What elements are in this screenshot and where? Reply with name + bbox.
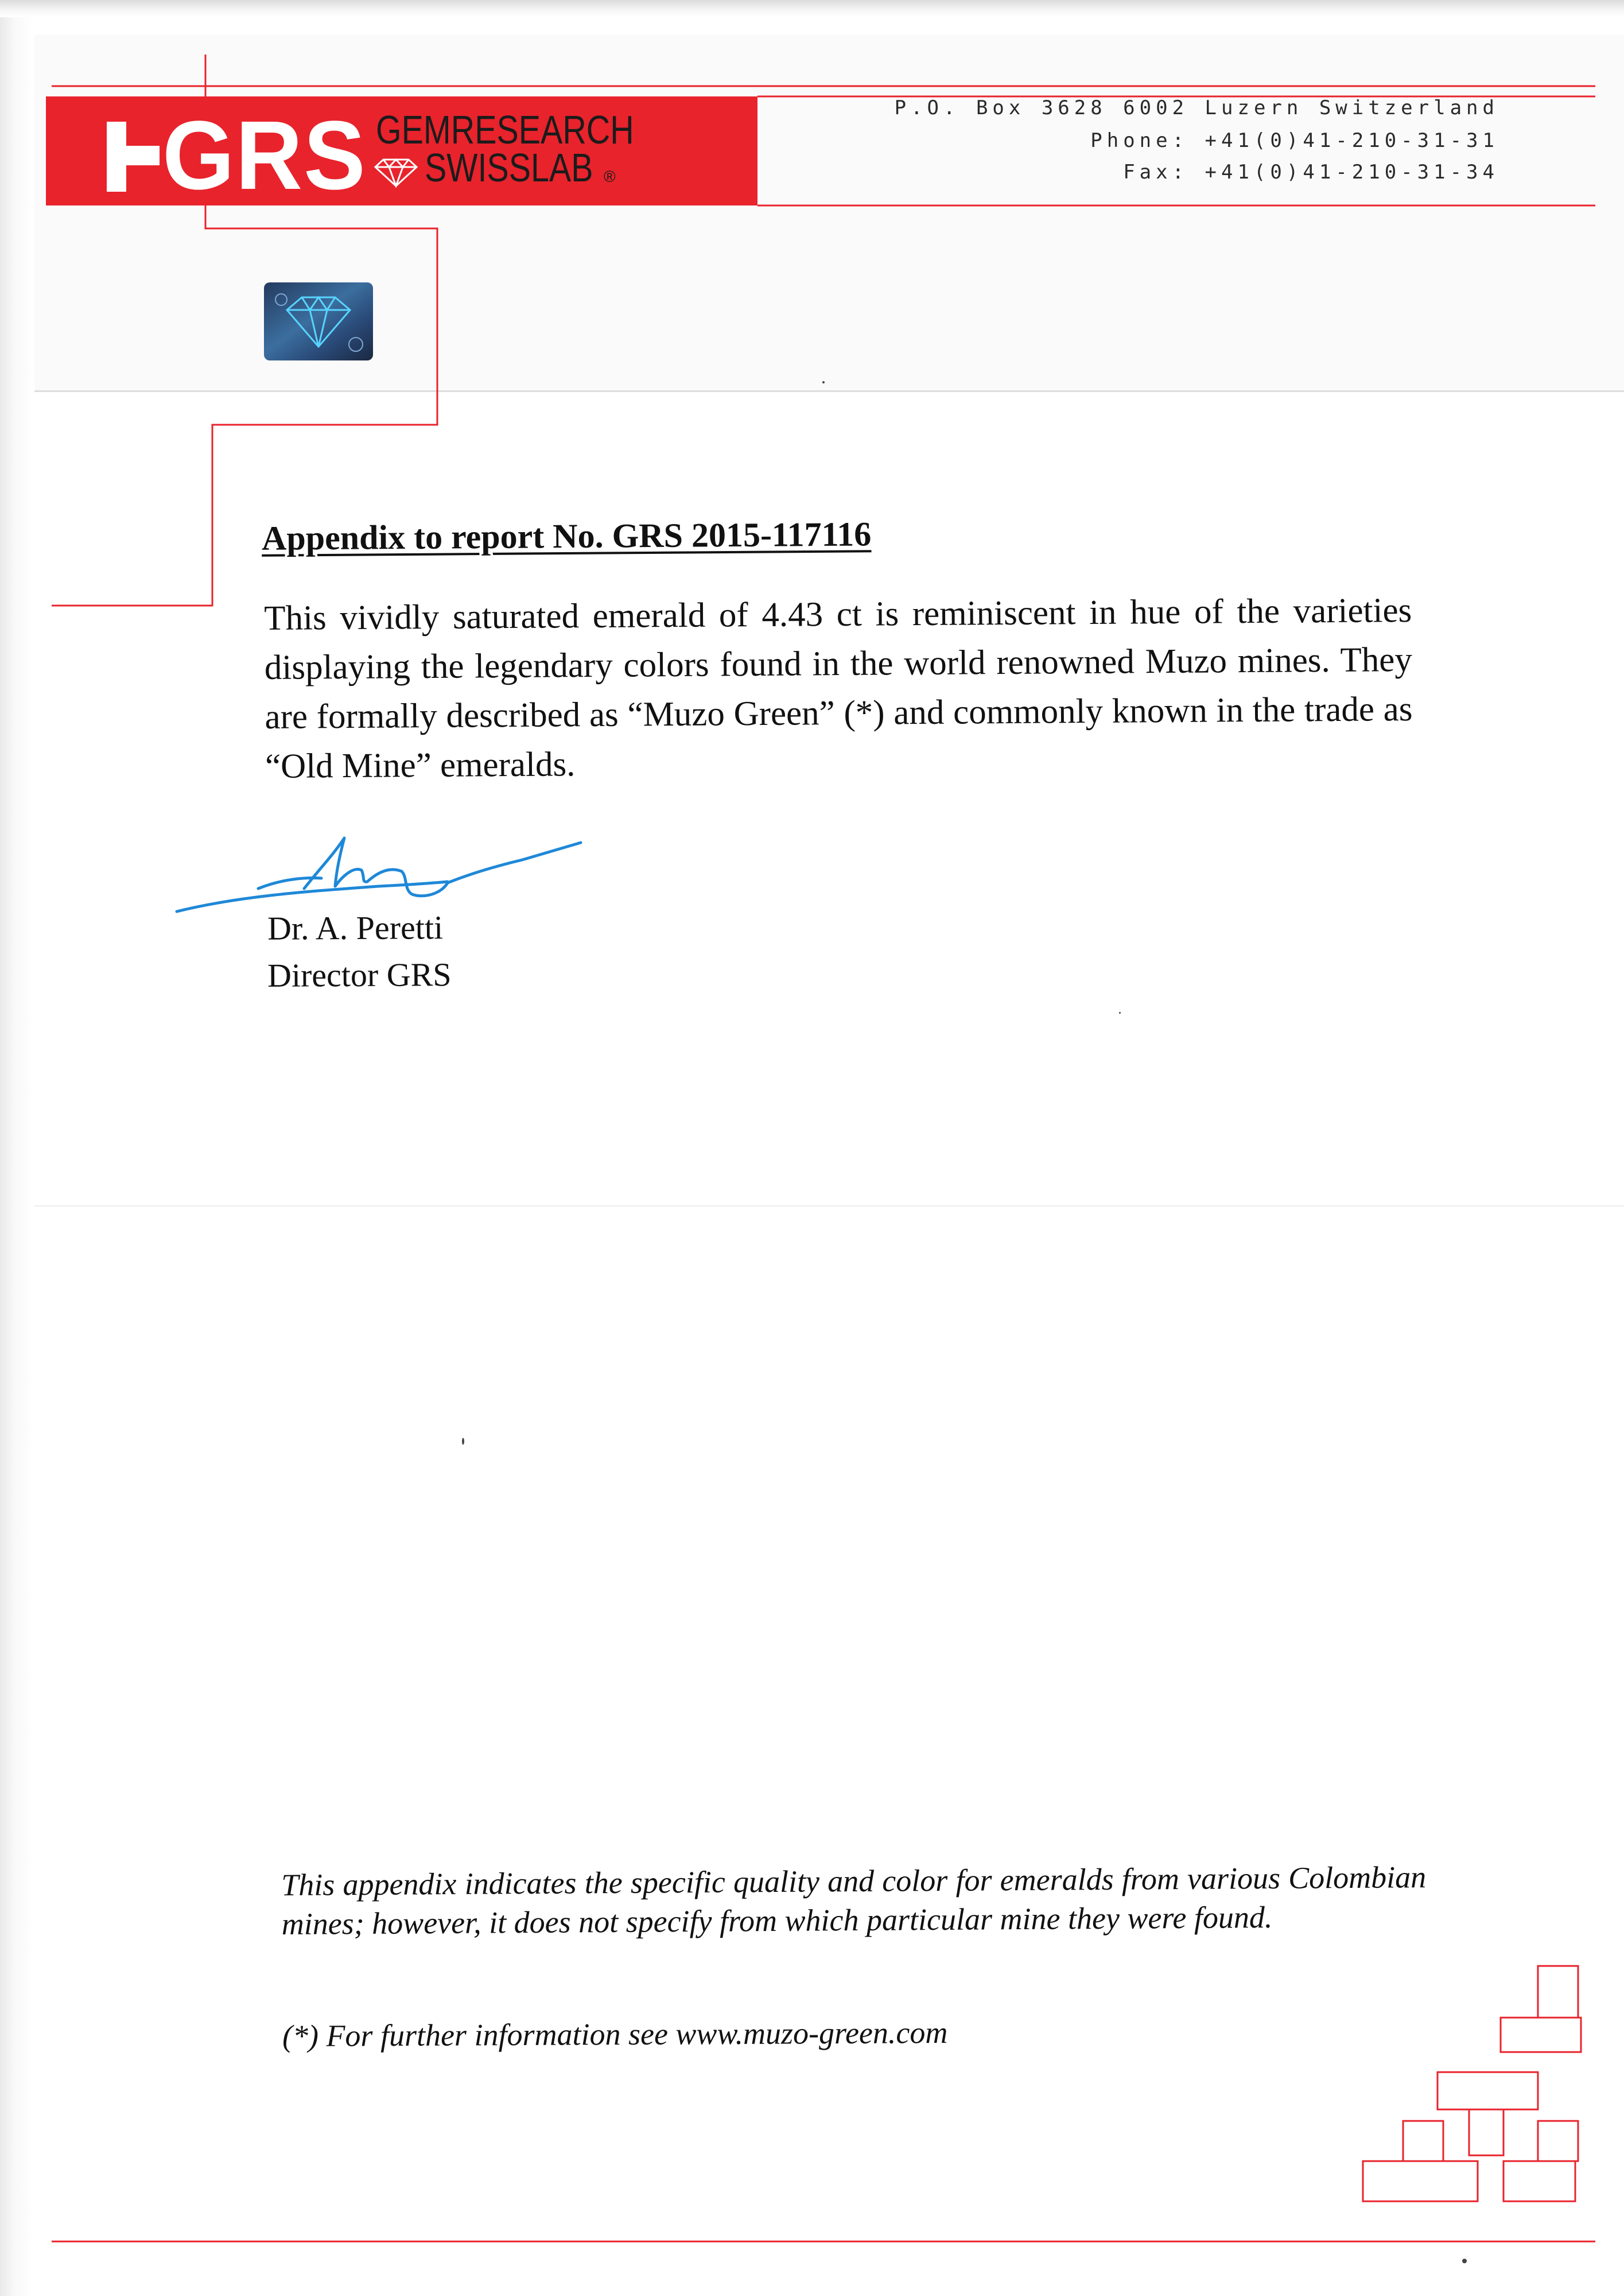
logo-name-line2: SWISSLAB xyxy=(425,145,593,190)
scan-speck xyxy=(822,381,825,383)
swiss-cross-motif xyxy=(1363,1966,1581,2201)
scan-edge-top xyxy=(0,0,1624,17)
signatory-title: Director GRS xyxy=(267,956,452,994)
scan-speck xyxy=(1462,2259,1467,2263)
diamond-logo-icon xyxy=(373,158,419,188)
address-line-phone: Phone: +41(0)41-210-31-31 xyxy=(1090,129,1499,152)
signatory-name: Dr. A. Peretti xyxy=(267,909,444,947)
scan-edge-left xyxy=(0,0,34,2296)
address-line-fax: Fax: +41(0)41-210-31-34 xyxy=(1123,161,1499,184)
diamond-hologram-icon xyxy=(264,282,373,360)
scan-speck xyxy=(462,1438,464,1445)
address-line-po-box: P.O. Box 3628 6002 Luzern Switzerland xyxy=(894,96,1499,119)
paper-fold-line xyxy=(34,1205,1624,1207)
appendix-body: This vividly saturated emerald of 4.43 ct is reminiscent in hue of the varieties displaying the legendary colors found in the world renowned Muzo mines. They are formally described as “Muzo Green” (*) and commonly known in the trade as “Old Mine” emeralds. xyxy=(264,591,1413,786)
further-information-reference: (*) For further information see www.muzo-green.com xyxy=(282,2015,948,2054)
registered-mark: ® xyxy=(604,168,616,185)
document-title: Appendix to report No. GRS 2015-117116 xyxy=(261,515,872,557)
scan-speck xyxy=(1119,1012,1121,1014)
logo-mark: GRS xyxy=(162,101,367,210)
appendix-footnote: This appendix indicates the specific quality and color for emeralds from various Colombian mines; however, it does not specify from which particular mine they were found. xyxy=(281,1860,1427,1941)
swiss-cross-icon xyxy=(107,122,160,192)
logo-name-line1: GEMRESEARCH xyxy=(376,107,634,152)
